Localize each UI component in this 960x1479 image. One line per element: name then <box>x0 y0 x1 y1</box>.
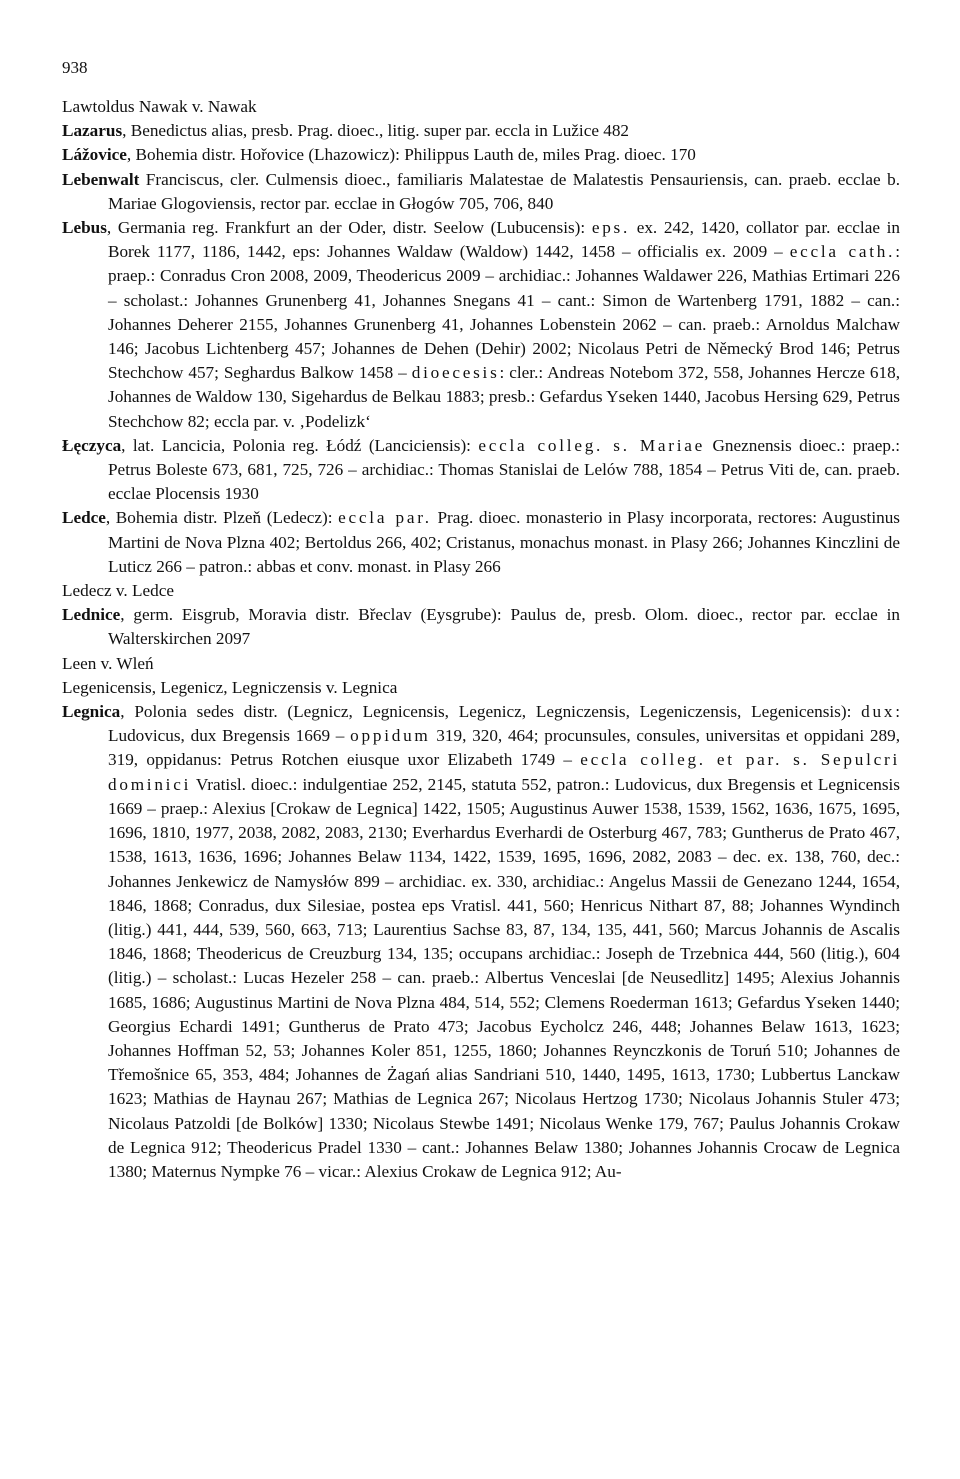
entry-text: Franciscus, cler. Culmensis dioec., familiaris Malatestae de Malatestis Pensauriensis, can. praeb. ecclae b. Mariae Glogoviensis, rector par. ecclae in Głogów 705, 706, 840 <box>108 169 900 213</box>
entry-text: Lawtoldus Nawak v. Nawak <box>62 97 257 116</box>
index-entry <box>62 119 900 143</box>
index-entry <box>62 579 900 603</box>
entry-spaced-text: eccla cath. <box>789 242 896 262</box>
entry-spaced-text: dux <box>861 702 896 722</box>
entry-spaced-text: dioecesis <box>411 363 500 383</box>
entry-headword: Lazarus <box>62 121 123 141</box>
entry-text: : cler.: Andreas Notebom 372, 558, Johannes Hercze 618, Johannes de Waldow 130, Sigehardus de Belkau 1883; presb.: Gefardus Yseken 1440, Jacobus Hersing 629, Petrus Stechchow 82; eccla par. v. ‚Podelizk‘ <box>108 363 901 431</box>
entry-text: Gneznensis dioec.: praep.: Petrus Boleste 673, 681, 725, 726 – archidiac.: Thomas Stanislai de Lelów 788, 1854 – Petrus Viti de, can. praeb. ecclae Plocensis 1930 <box>108 435 901 504</box>
entry-headword: Lebus <box>62 218 107 238</box>
entry-text: 319, 320, 464; procunsules, consules, universitas et oppidani 289, 319, oppidanus: Petrus Rotchen eiusque uxor Elizabeth 1749 – <box>108 726 900 770</box>
entry-text: ex. 242, 1420, collator par. ecclae in Borek 1177, 1186, 1442, eps: Johannes Waldaw (Waldow) 1442, 1458 – officialis ex. 2009 – <box>108 218 900 262</box>
entry-spaced-text: oppidum <box>350 726 431 746</box>
index-entry <box>62 676 900 700</box>
entry-text: Ledecz v. Ledce <box>62 581 174 601</box>
index-entries <box>62 95 900 1184</box>
entry-headword: Łęczyca <box>62 435 122 455</box>
entry-text: , Bohemia distr. Hořovice (Lhazowicz): Philippus Lauth de, miles Prag. dioec. 170 <box>126 145 696 165</box>
index-entry <box>62 168 900 216</box>
entry-spaced-text: eps. <box>591 218 631 238</box>
entry-text: , Benedictus alias, presb. Prag. dioec., litig. super par. eccla in Lužice 482 <box>122 121 630 141</box>
entry-headword: Lednice <box>62 605 121 625</box>
index-entry <box>62 143 900 167</box>
index-entry <box>62 603 900 651</box>
page-number: 938 <box>62 58 88 77</box>
entry-text: : praep.: Conradus Cron 2008, 2009, Theodericus 2009 – archidiac.: Johannes Waldawer 226, Mathias Ertimari 226 – scholast.: Johannes Grunenberg 41, Johannes Snegans 41 – cant.: Simon de Wartenberg 1791, 1882 – can.: Johannes Deherer 2155, Johannes Grunenberg 41, Johannes Lobenstein 2062 – can. praeb.: Arnoldus Malchaw 146; Jacobus Lichtenberg 457; Johannes de Dehen (Dehir) 2002; Nicolaus Petri de Německý Brod 146; Petrus Stechchow 457; Seghardus Balkow 1458 – <box>108 242 900 383</box>
index-entry <box>62 434 900 507</box>
entry-spaced-text: eccla par. <box>338 508 432 528</box>
entry-headword: Ledce <box>62 508 106 528</box>
entry-text: Legenicensis, Legenicz, Legniczensis v. Legnica <box>62 677 398 697</box>
entry-text: , Polonia sedes distr. (Legnicz, Legnicensis, Legenicz, Legniczensis, Legeniczensis, Legenicensis): <box>120 702 862 722</box>
index-entry <box>62 652 900 676</box>
entry-headword: Legnica <box>62 702 121 722</box>
entry-headword: Lebenwalt <box>62 169 140 189</box>
entry-text: , lat. Lancicia, Polonia reg. Łódź (Lanciciensis): <box>121 435 479 455</box>
entry-text: Vratisl. dioec.: indulgentiae 252, 2145, statuta 552, patron.: Ludovicus, dux Bregensis et Legnicensis 1669 – praep.: Alexius [Crokaw de Legnica] 1422, 1505; Augustinus Auwer 1538, 1539, 1562, 1636, 1675, 1695, 1696, 1810, 1977, 2038, 2082, 2083, 2130; Everhardus Everhardi de Osterburg 467, 783; Guntherus de Prato 467, 1538, 1613, 1636, 1696; Johannes Belaw 1134, 1422, 1539, 1695, 1696, 2082, 2083 – dec. ex. 138, 760, dec.: Johannes Jenkewicz de Namysłów 899 – archidiac. ex. 330, archidiac.: Angelus Massii de Genezano 1244, 1654, 1846, 1868; Conradus, dux Silesiae, postea eps Vratisl. 441, 560; Henricus Nithart 87, 88; Johannes Wyndinch (litig.) 441, 444, 539, 560, 663, 713; Laurentius Sachse 83, 87, 134, 135, 441, 560; Marcus Johannis de Ascalis 1846, 1868; Theodericus de Creuzburg 134, 135; occupans archidiac.: Joseph de Trzebnica 444, 560 (litig.), 604 (litig.) – scholast.: Lucas Hezeler 258 – can. praeb.: Albertus Venceslai [de Neusedlitz] 1495; Alexius Johannis 1685, 1686; Augustinus Martini de Nova Plzna 484, 514, 552; Clemens Roederman 1613; Gefardus Yseken 1440; Georgius Echardi 1491; Guntherus de Prato 473; Jacobus Eycholcz 246, 448; Johannes Belaw 1613, 1623; Johannes Hoffman 52, 53; Johannes Koler 851, 1255, 1860; Johannes Reynczkonis de Toruń 510; Johannes de Třemošnice 65, 353, 484; Johannes de Żagań alias Sandriani 510, 1440, 1495, 1613, 1730; Lubbertus Lanckaw 1623; Mathias de Haynau 267; Mathias de Legnica 267; Nicolaus Hertzog 1730; Nicolaus Johannis Stuler 473; Nicolaus Patzoldi [de Bolków] 1330; Nicolaus Stewbe 1491; Nicolaus Wenke 179, 767; Paulus Johannis Crokaw de Legnica 912; Theodericus Pradel 1330 – cant.: Johannes Belaw 1380; Johannes Johannis Crocaw de Legnica 1380; Maternus Nympke 76 – vicar.: Alexius Crokaw de Legnica 912; Au- <box>108 774 900 1181</box>
entry-text: , Bohemia distr. Plzeň (Ledecz): <box>105 508 339 528</box>
index-entry <box>62 216 900 434</box>
index-entry <box>62 700 900 1184</box>
entry-text: , germ. Eisgrub, Moravia distr. Břeclav (Eysgrube): Paulus de, presb. Olom. dioec., rector par. ecclae in Walterskirchen 2097 <box>108 605 900 649</box>
entry-spaced-text: eccla colleg. et par. s. Sepulcri dominici <box>108 750 900 794</box>
entry-headword: Lážovice <box>62 145 127 165</box>
index-entry <box>62 506 900 579</box>
index-entry <box>62 95 900 119</box>
entry-text: Leen v. Wleń <box>62 653 154 673</box>
entry-text: Prag. dioec. monasterio in Plasy incorporata, rectores: Augustinus Martini de Nova Plzna 402; Bertoldus 266, 402; Cristanus, monachus monast. in Plasy 266; Johannes Kinczlini de Luticz 266 – patron.: abbas et conv. monast. in Plasy 266 <box>108 508 900 576</box>
entry-spaced-text: eccla colleg. s. Mariae <box>478 435 706 455</box>
entry-text: : Ludovicus, dux Bregensis 1669 – <box>108 702 900 746</box>
entry-text: , Germania reg. Frankfurt an der Oder, distr. Seelow (Lubucensis): <box>106 218 592 238</box>
